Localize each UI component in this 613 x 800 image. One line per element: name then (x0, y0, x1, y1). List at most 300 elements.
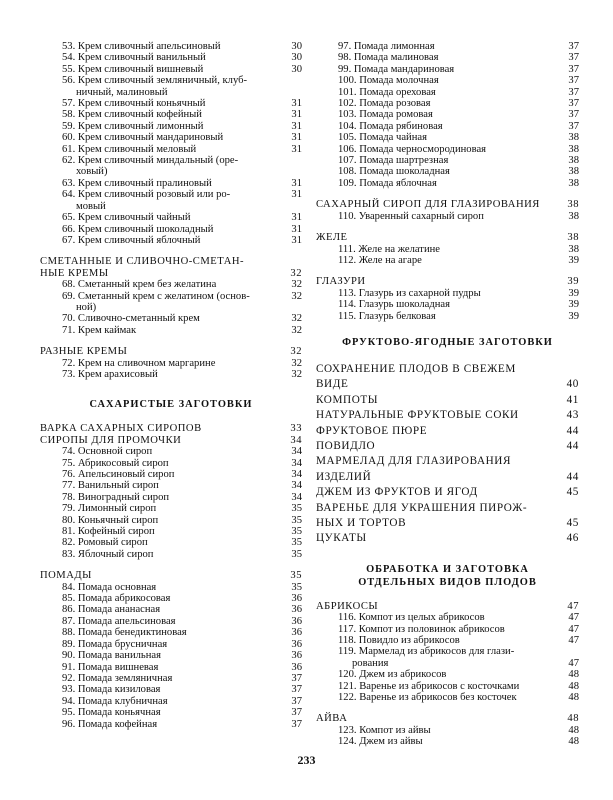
entry-title: 91. Помада вишневая (62, 661, 159, 673)
toc-recipe-entry (40, 52, 302, 63)
toc-recipe-entry (316, 646, 579, 657)
toc-recipe-entry (40, 144, 302, 155)
page-ref: 45 (566, 517, 579, 529)
section-title: ПОМАДЫ (40, 570, 92, 582)
toc-recipe-entry (40, 458, 302, 469)
page-ref: 35 (291, 548, 302, 560)
entry-title: 60. Крем сливочный мандариновый (62, 132, 224, 144)
page-ref: 31 (291, 132, 302, 144)
toc-recipe-entry (40, 109, 302, 120)
entry-title: 65. Крем сливочный чайный (62, 212, 191, 224)
entry-title: 111. Желе на желатине (338, 243, 440, 255)
toc-recipe-entry (40, 212, 302, 223)
entry-title: 57. Крем сливочный коньячный (62, 98, 206, 110)
toc-recipe-entry (316, 692, 579, 703)
section-title: СИРОПЫ ДЛЯ ПРОМОЧКИ (40, 434, 182, 446)
page-ref: 38 (568, 143, 579, 155)
toc-recipe-entry (316, 244, 579, 255)
fondant-entries (40, 582, 302, 730)
toc-recipe-entry (40, 224, 302, 235)
page-ref: 34 (291, 469, 302, 480)
quince-entries (316, 725, 579, 748)
page-ref: 31 (291, 177, 302, 189)
jelly-entries (316, 244, 579, 267)
entry-title: 84. Помада основная (62, 581, 157, 593)
left-column (40, 41, 302, 730)
section-fondants (40, 570, 302, 581)
entry-title: 90. Помада ванильная (62, 650, 161, 662)
page-ref: 31 (291, 98, 302, 110)
page-ref: 35 (291, 514, 302, 526)
entry-title: НЫХ И ТОРТОВ (316, 517, 407, 529)
entry-title: 96. Помада кофейная (62, 718, 158, 730)
section-jelly (316, 232, 579, 243)
section-title: АБРИКОСЫ (316, 600, 379, 612)
page-ref: 41 (566, 393, 579, 406)
entry-title: 79. Лимонный сироп (62, 503, 157, 515)
apricot-entries (316, 612, 579, 703)
toc-recipe-entry (316, 299, 579, 310)
toc-recipe-entry (316, 658, 579, 669)
various-cream-entries (40, 358, 302, 381)
entry-title: мовый (76, 200, 106, 212)
page-ref: 37 (568, 63, 579, 75)
page-ref: 39 (568, 254, 579, 266)
toc-section-entry (316, 362, 579, 377)
toc-recipe-entry (40, 189, 302, 200)
toc-recipe-entry (316, 681, 579, 692)
page-ref: 37 (568, 75, 579, 87)
toc-recipe-entry (40, 121, 302, 132)
entry-title: 102. Помада розовая (338, 98, 431, 110)
page-ref: 48 (568, 724, 579, 736)
toc-recipe-entry (316, 624, 579, 635)
toc-section-entry (316, 424, 579, 439)
section-title: СМЕТАННЫЕ И СЛИВОЧНО-СМЕТАН- (40, 256, 245, 268)
toc-recipe-entry (40, 291, 302, 302)
glazing-syrup-entries (316, 211, 579, 222)
page-ref: 34 (291, 446, 302, 458)
page-ref: 32 (291, 279, 302, 291)
page-ref: 38 (568, 177, 579, 189)
entry-title: 106. Помада черносмородиновая (338, 143, 487, 155)
toc-recipe-entry (40, 480, 302, 491)
entry-title: СОХРАНЕНИЕ ПЛОДОВ В СВЕЖЕМ (316, 362, 516, 375)
entry-title: 104. Помада рябиновая (338, 120, 443, 132)
section-glazing-syrup (316, 199, 579, 210)
toc-recipe-entry (40, 98, 302, 109)
entry-title: 124. Джем из айвы (338, 736, 423, 748)
page-ref: 38 (568, 166, 579, 178)
page-ref: 39 (567, 276, 579, 288)
page-ref: 37 (291, 672, 302, 684)
toc-recipe-entry (316, 255, 579, 266)
toc-recipe-entry (40, 650, 302, 661)
sour-cream-entries (40, 279, 302, 336)
page-ref: 36 (291, 650, 302, 662)
page-ref: 36 (291, 593, 302, 605)
page-ref: 48 (568, 669, 579, 681)
page-ref: 48 (568, 680, 579, 692)
page-ref: 38 (568, 210, 579, 222)
entry-title: 66. Крем сливочный шоколадный (62, 223, 214, 235)
entry-title: ховый) (76, 166, 108, 178)
toc-section-entry (316, 393, 579, 408)
entry-title: 98. Помада малиновая (338, 52, 439, 64)
entry-title: 110. Уваренный сахарный сироп (338, 210, 484, 222)
page-ref: 45 (566, 486, 579, 499)
page-ref: 32 (291, 324, 302, 336)
page-ref: 31 (291, 109, 302, 121)
toc-recipe-entry (40, 369, 302, 380)
page-ref: 34 (291, 457, 302, 469)
section-title: АЙВА (316, 713, 348, 725)
entry-title: 97. Помада лимонная (338, 41, 435, 52)
page-ref: 43 (566, 409, 579, 422)
page-ref: 38 (568, 155, 579, 167)
page-ref: 32 (291, 290, 302, 302)
toc-recipe-entry (40, 201, 302, 212)
page-ref: 38 (568, 243, 579, 255)
toc-recipe-entry (40, 549, 302, 560)
toc-recipe-entry (316, 121, 579, 132)
section-title-cont: НЫЕ КРЕМЫ (40, 267, 109, 279)
page-ref: 35 (290, 570, 302, 582)
page-ref: 37 (568, 120, 579, 132)
toc-recipe-entry (40, 515, 302, 526)
page-ref: 48 (568, 692, 579, 704)
section-various-creams (40, 346, 302, 357)
toc-recipe-entry (40, 582, 302, 593)
entry-title: ВИДЕ (316, 378, 349, 391)
page-ref: 46 (566, 532, 579, 545)
page-ref: 30 (291, 63, 302, 75)
entry-title: 78. Виноградный сироп (62, 491, 170, 503)
fruit-sections (316, 362, 579, 547)
page-ref: 37 (291, 684, 302, 696)
section-quince (316, 713, 579, 724)
fondant-entries-continued (316, 41, 579, 189)
page-ref: 38 (568, 132, 579, 144)
entry-title: 117. Компот из половинок абрикосов (338, 623, 505, 635)
entry-title: МАРМЕЛАД ДЛЯ ГЛАЗИРОВАНИЯ (316, 455, 512, 468)
entry-title: ПОВИДЛО (316, 439, 376, 452)
toc-recipe-entry (40, 673, 302, 684)
page-ref: 47 (568, 612, 579, 624)
entry-title: 103. Помада ромовая (338, 109, 433, 121)
toc-section-entry (316, 408, 579, 423)
toc-recipe-entry (40, 526, 302, 537)
entry-title: 112. Желе на агаре (338, 254, 422, 266)
toc-recipe-entry (40, 302, 302, 313)
creams-entries (40, 41, 302, 246)
entry-title: 107. Помада шартрезная (338, 155, 449, 167)
entry-title: 100. Помада молочная (338, 75, 439, 87)
page-ref: 35 (291, 526, 302, 538)
page-ref: 35 (291, 581, 302, 593)
toc-recipe-entry (40, 279, 302, 290)
page-ref: 31 (291, 120, 302, 132)
entry-title: 120. Джем из абрикосов (338, 669, 447, 681)
page-ref: 32 (291, 313, 302, 325)
entry-title: 113. Глазурь из сахарной пудры (338, 287, 481, 299)
toc-recipe-entry (316, 211, 579, 222)
entry-title: 67. Крем сливочный яблочный (62, 234, 201, 246)
entry-title: 95. Помада коньячная (62, 707, 161, 719)
toc-recipe-entry (316, 98, 579, 109)
entry-title: 59. Крем сливочный лимонный (62, 120, 204, 132)
section-title: РАЗНЫЕ КРЕМЫ (40, 346, 128, 358)
toc-recipe-entry (40, 684, 302, 695)
glaze-entries (316, 288, 579, 322)
entry-title: 109. Помада яблочная (338, 177, 437, 189)
entry-title: 70. Сливочно-сметанный крем (62, 313, 200, 325)
toc-recipe-entry (316, 155, 579, 166)
toc-recipe-entry (316, 144, 579, 155)
toc-recipe-entry (40, 503, 302, 514)
page-number: 233 (297, 753, 316, 767)
page-ref: 34 (291, 491, 302, 503)
toc-recipe-entry (316, 87, 579, 98)
entry-title: ВАРЕНЬЕ ДЛЯ УКРАШЕНИЯ ПИРОЖ- (316, 501, 528, 514)
page-ref: 38 (567, 199, 579, 211)
toc-recipe-entry (40, 696, 302, 707)
page-ref: 32 (291, 368, 302, 380)
page-ref: 44 (566, 470, 579, 483)
toc-recipe-entry (40, 166, 302, 177)
toc-recipe-entry (40, 178, 302, 189)
page-ref: 44 (566, 424, 579, 437)
page-ref: 36 (291, 604, 302, 616)
page-ref: 34 (291, 480, 302, 492)
page-ref: 30 (291, 52, 302, 64)
toc-recipe-entry (316, 635, 579, 646)
entry-title: 101. Помада ореховая (338, 86, 436, 98)
toc-recipe-entry (316, 75, 579, 86)
page-ref: 32 (290, 267, 302, 279)
entry-title: ничный, малиновый (76, 86, 168, 98)
page-ref: 39 (568, 310, 579, 322)
page-ref: 47 (568, 657, 579, 669)
entry-title: 71. Крем каймак (62, 324, 137, 336)
entry-title: 114. Глазурь шоколадная (338, 299, 450, 311)
page-ref: 35 (291, 537, 302, 549)
entry-title: 77. Ванильный сироп (62, 480, 159, 492)
entry-title: 56. Крем сливочный земляничный, клуб- (62, 75, 248, 87)
entry-title: 72. Крем на сливочном маргарине (62, 357, 216, 369)
page-ref: 31 (291, 212, 302, 224)
chapter-sugar-preparations: САХАРИСТЫЕ ЗАГОТОВКИ (89, 399, 253, 411)
page-ref: 39 (568, 287, 579, 299)
toc-recipe-entry (40, 235, 302, 246)
page-ref: 39 (568, 299, 579, 311)
entry-title: 76. Апельсиновый сироп (62, 469, 175, 480)
chapter-title-line: ОТДЕЛЬНЫХ ВИДОВ ПЛОДОВ (358, 576, 537, 588)
toc-recipe-entry (316, 64, 579, 75)
toc-recipe-entry (40, 719, 302, 730)
entry-title: 54. Крем сливочный ванильный (62, 52, 206, 64)
page-ref: 31 (291, 143, 302, 155)
page-ref: 37 (568, 109, 579, 121)
entry-title: 83. Яблочный сироп (62, 548, 154, 560)
toc-recipe-entry (40, 446, 302, 457)
toc-recipe-entry (40, 313, 302, 324)
entry-title: 68. Сметанный крем без желатина (62, 279, 217, 291)
entry-title: 69. Сметанный крем с желатином (основ- (62, 290, 250, 302)
entry-title: 118. Повидло из абрикосов (338, 635, 460, 647)
entry-title: 75. Абрикосовый сироп (62, 457, 169, 469)
toc-recipe-entry (316, 132, 579, 143)
entry-title: 99. Помада мандариновая (338, 63, 455, 75)
section-sour-cream-creams-cont (40, 268, 302, 279)
entry-title: 121. Варенье из абрикосов с косточками (338, 680, 520, 692)
toc-recipe-entry (40, 707, 302, 718)
section-title: ВАРКА САХАРНЫХ СИРОПОВ (40, 423, 202, 435)
entry-title: 74. Основной сироп (62, 446, 153, 458)
toc-recipe-entry (316, 41, 579, 52)
entry-title: 58. Крем сливочный кофейный (62, 109, 202, 121)
entry-title: 89. Помада брусничная (62, 638, 168, 650)
section-sour-cream-creams (40, 256, 302, 267)
page-ref: 32 (291, 357, 302, 369)
section-apricots (316, 601, 579, 612)
section-syrup-boiling (40, 423, 302, 434)
entry-title: 108. Помада шоколадная (338, 166, 450, 178)
entry-title: 87. Помада апельсиновая (62, 615, 176, 627)
entry-title: 53. Крем сливочный апельсиновый (62, 41, 221, 52)
toc-recipe-entry (316, 288, 579, 299)
page-ref: 36 (291, 638, 302, 650)
page-ref: 36 (291, 615, 302, 627)
chapter-title-line: ОБРАБОТКА И ЗАГОТОВКА (366, 563, 529, 575)
toc-recipe-entry (40, 537, 302, 548)
page-ref: 36 (291, 661, 302, 673)
page-ref: 38 (567, 232, 579, 244)
entry-title: ной) (76, 301, 97, 313)
toc-section-entry (316, 485, 579, 500)
toc-recipe-entry (316, 736, 579, 747)
section-title: ЖЕЛЕ (316, 232, 348, 244)
entry-title: КОМПОТЫ (316, 393, 379, 406)
chapter-fruit-preparations: ФРУКТОВО-ЯГОДНЫЕ ЗАГОТОВКИ (342, 336, 553, 348)
entry-title: 122. Варенье из абрикосов без косточек (338, 692, 517, 704)
entry-title: 93. Помада кизиловая (62, 684, 161, 696)
entry-title: 86. Помада ананасная (62, 604, 161, 616)
toc-recipe-entry (40, 87, 302, 98)
entry-title: 64. Крем сливочный розовый или ро- (62, 189, 231, 201)
toc-recipe-entry (316, 52, 579, 63)
page-ref: 30 (291, 41, 302, 52)
page-ref: 47 (568, 635, 579, 647)
page-ref: 37 (568, 52, 579, 64)
entry-title: 80. Коньячный сироп (62, 514, 159, 526)
entry-title: 116. Компот из целых абрикосов (338, 612, 485, 624)
toc-recipe-entry (40, 75, 302, 86)
toc-recipe-entry (40, 358, 302, 369)
toc-recipe-entry (316, 178, 579, 189)
toc-recipe-entry (40, 41, 302, 52)
toc-recipe-entry (40, 64, 302, 75)
toc-recipe-entry (316, 612, 579, 623)
entry-title: 119. Мармелад из абрикосов для глази- (338, 646, 515, 658)
page-ref: 44 (566, 439, 579, 452)
toc-section-entry (316, 501, 579, 516)
section-title: САХАРНЫЙ СИРОП ДЛЯ ГЛАЗИРОВАНИЯ (316, 199, 540, 211)
page-ref: 31 (291, 223, 302, 235)
page-ref: 37 (291, 695, 302, 707)
entry-title: ЦУКАТЫ (316, 532, 367, 545)
toc-recipe-entry (316, 166, 579, 177)
toc-section-entry (316, 454, 579, 469)
entry-title: 92. Помада земляничная (62, 672, 173, 684)
right-column (316, 41, 579, 748)
toc-recipe-entry (40, 155, 302, 166)
entry-title: НАТУРАЛЬНЫЕ ФРУКТОВЫЕ СОКИ (316, 409, 519, 422)
section-soaking-syrups (40, 435, 302, 446)
entry-title: 123. Компот из айвы (338, 724, 431, 736)
toc-section-entry (316, 377, 579, 392)
page-ref: 37 (568, 41, 579, 52)
page-ref: 48 (568, 736, 579, 748)
page-ref: 31 (291, 234, 302, 246)
toc-recipe-entry (40, 627, 302, 638)
toc-recipe-entry (40, 662, 302, 673)
syrup-entries (40, 446, 302, 560)
toc-recipe-entry (316, 311, 579, 322)
toc-section-entry (316, 439, 579, 454)
page-ref: 47 (568, 623, 579, 635)
toc-recipe-entry (316, 109, 579, 120)
toc-recipe-entry (40, 492, 302, 503)
toc-section-entry (316, 470, 579, 485)
entry-title: 88. Помада бенедиктиновая (62, 627, 187, 639)
entry-title: 63. Крем сливочный пралиновый (62, 177, 212, 189)
entry-title: 55. Крем сливочный вишневый (62, 63, 204, 75)
entry-title: ФРУКТОВОЕ ПЮРЕ (316, 424, 428, 437)
page-ref: 37 (568, 98, 579, 110)
entry-title: ДЖЕМ ИЗ ФРУКТОВ И ЯГОД (316, 486, 478, 499)
toc-recipe-entry (40, 593, 302, 604)
page-ref: 35 (291, 503, 302, 515)
entry-title: рования (352, 657, 389, 669)
page-ref: 47 (567, 600, 579, 612)
toc-recipe-entry (316, 669, 579, 680)
entry-title: 62. Крем сливочный миндальный (оре- (62, 155, 239, 167)
entry-title: 61. Крем сливочный меловый (62, 143, 197, 155)
toc-recipe-entry (40, 604, 302, 615)
page-ref: 32 (290, 346, 302, 358)
page-ref: 34 (290, 434, 302, 446)
entry-title: 115. Глазурь белковая (338, 310, 436, 322)
page-ref: 40 (566, 378, 579, 391)
page-ref: 36 (291, 627, 302, 639)
toc-recipe-entry (40, 469, 302, 480)
chapter-fruit-processing (316, 563, 579, 589)
entry-title: 82. Ромовый сироп (62, 537, 148, 549)
entry-title: ИЗДЕЛИЙ (316, 470, 372, 483)
page-ref: 37 (568, 86, 579, 98)
entry-title: 81. Кофейный сироп (62, 526, 155, 538)
page-ref: 37 (291, 718, 302, 730)
page-ref: 33 (290, 423, 302, 435)
toc-section-entry (316, 516, 579, 531)
section-glazes (316, 276, 579, 287)
toc-recipe-entry (40, 639, 302, 650)
section-title: ГЛАЗУРИ (316, 276, 366, 288)
entry-title: 105. Помада чайная (338, 132, 427, 144)
page-ref: 48 (567, 713, 579, 725)
toc-recipe-entry (40, 132, 302, 143)
